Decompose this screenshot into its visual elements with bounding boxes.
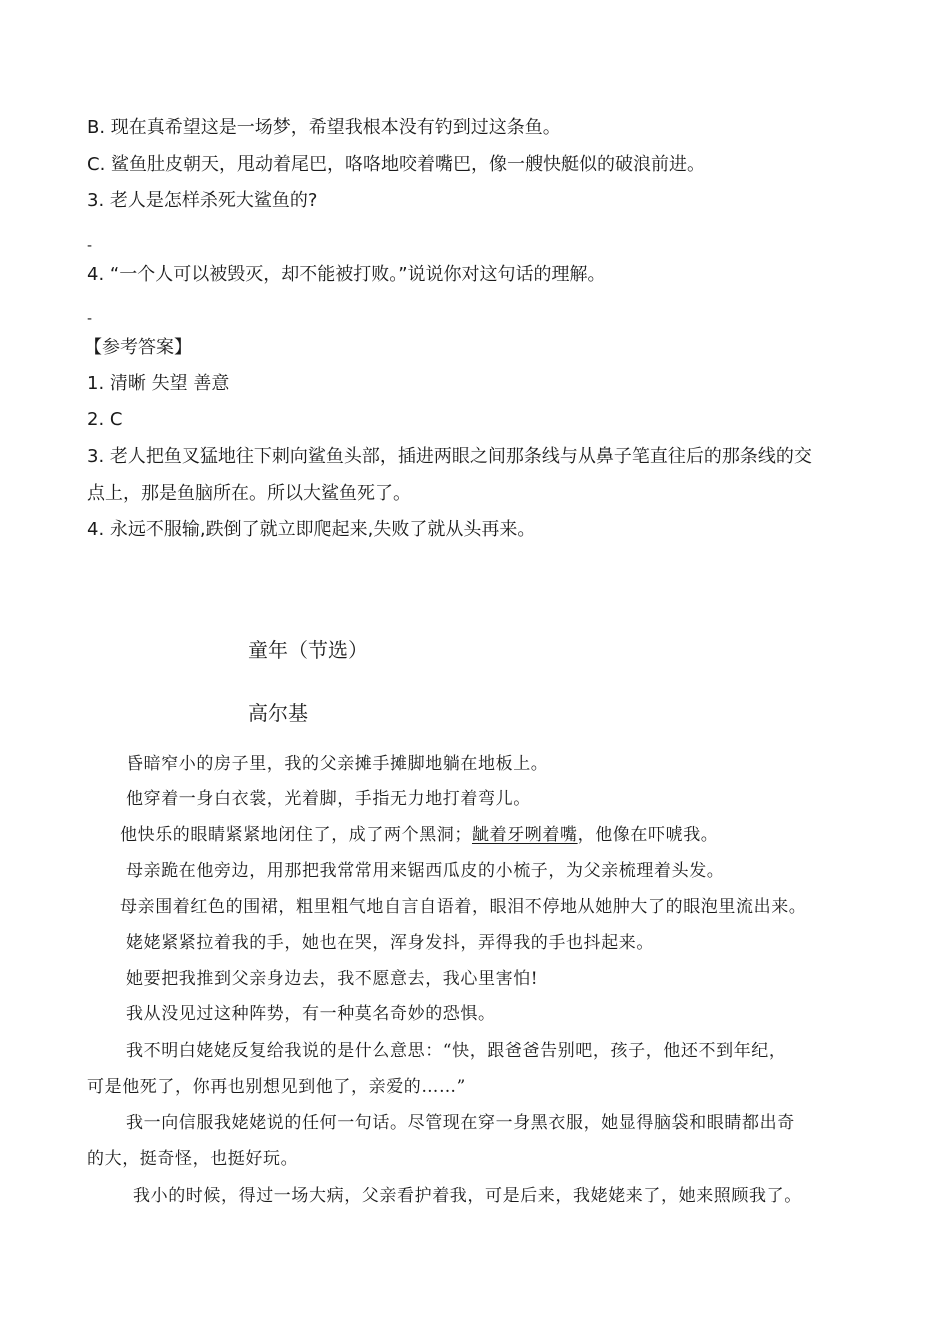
- question-4-answer-blank: -: [87, 311, 93, 327]
- answer-1: 1. 清晰 失望 善意: [87, 373, 230, 394]
- passage-paragraph-3-end: ，他像在吓唬我。: [577, 825, 719, 845]
- passage-paragraph-2: 他穿着一身白衣裳，光着脚，手指无力地打着弯儿。: [126, 789, 531, 809]
- passage-paragraph-3: [120, 823, 718, 847]
- passage-paragraph-10-line-1: 我一向信服我姥姥说的任何一句话。尽管现在穿一身黑衣服，她显得脑袋和眼睛都出奇: [126, 1113, 795, 1133]
- question-4: 4. “一个人可以被毁灭，却不能被打败。”说说你对这句话的理解。: [87, 264, 606, 285]
- question-3: 3. 老人是怎样杀死大鲨鱼的?: [87, 190, 318, 211]
- passage-paragraph-11: 我小的时候，得过一场大病，父亲看护着我，可是后来，我姥姥来了，她来照顾我了。: [133, 1186, 802, 1206]
- passage-paragraph-9-line-2: 可是他死了，你再也别想见到他了，亲爱的……”: [87, 1077, 466, 1097]
- passage-paragraph-5: 母亲围着红色的围裙，粗里粗气地自言自语着，眼泪不停地从她肿大了的眼泡里流出来。: [120, 897, 807, 917]
- passage-paragraph-3-start: 他快乐的眼睛紧紧地闭住了，成了两个黑洞；: [120, 825, 472, 845]
- question-option-b: B. 现在真希望这是一场梦，希望我根本没有钓到过这条鱼。: [87, 117, 561, 138]
- passage-paragraph-8: 我从没见过这种阵势，有一种莫名奇妙的恐惧。: [126, 1004, 496, 1024]
- passage-author: 高尔基: [248, 701, 308, 725]
- answers-heading: 【参考答案】: [84, 337, 192, 358]
- passage-paragraph-7: 她要把我推到父亲身边去，我不愿意去，我心里害怕!: [126, 969, 539, 989]
- answer-3-line-1: 3. 老人把鱼叉猛地往下刺向鲨鱼头部，插进两眼之间那条线与从鼻子笔直往后的那条线的交: [87, 446, 812, 467]
- passage-paragraph-1: 昏暗窄小的房子里，我的父亲摊手摊脚地躺在地板上。: [126, 754, 549, 774]
- passage-paragraph-6: 姥姥紧紧拉着我的手，她也在哭，浑身发抖，弄得我的手也抖起来。: [126, 933, 654, 953]
- passage-paragraph-10-line-2: 的大，挺奇怪，也挺好玩。: [87, 1149, 299, 1169]
- passage-title: 童年（节选）: [248, 638, 368, 662]
- question-3-answer-blank: -: [87, 238, 93, 254]
- question-option-c: C. 鲨鱼肚皮朝天，甩动着尾巴，咯咯地咬着嘴巴，像一艘快艇似的破浪前进。: [87, 154, 706, 175]
- underlined-phrase: 龇着牙咧着嘴: [472, 825, 578, 845]
- answer-2: 2. C: [87, 409, 123, 430]
- answer-3-line-2: 点上，那是鱼脑所在。所以大鲨鱼死了。: [87, 483, 411, 504]
- passage-paragraph-4: 母亲跪在他旁边，用那把我常常用来锯西瓜皮的小梳子，为父亲梳理着头发。: [126, 861, 725, 881]
- answer-4: 4. 永远不服输,跌倒了就立即爬起来,失败了就从头再来。: [87, 519, 536, 540]
- passage-paragraph-9-line-1: 我不明白姥姥反复给我说的是什么意思：“快，跟爸爸告别吧，孩子，他还不到年纪，: [126, 1041, 787, 1061]
